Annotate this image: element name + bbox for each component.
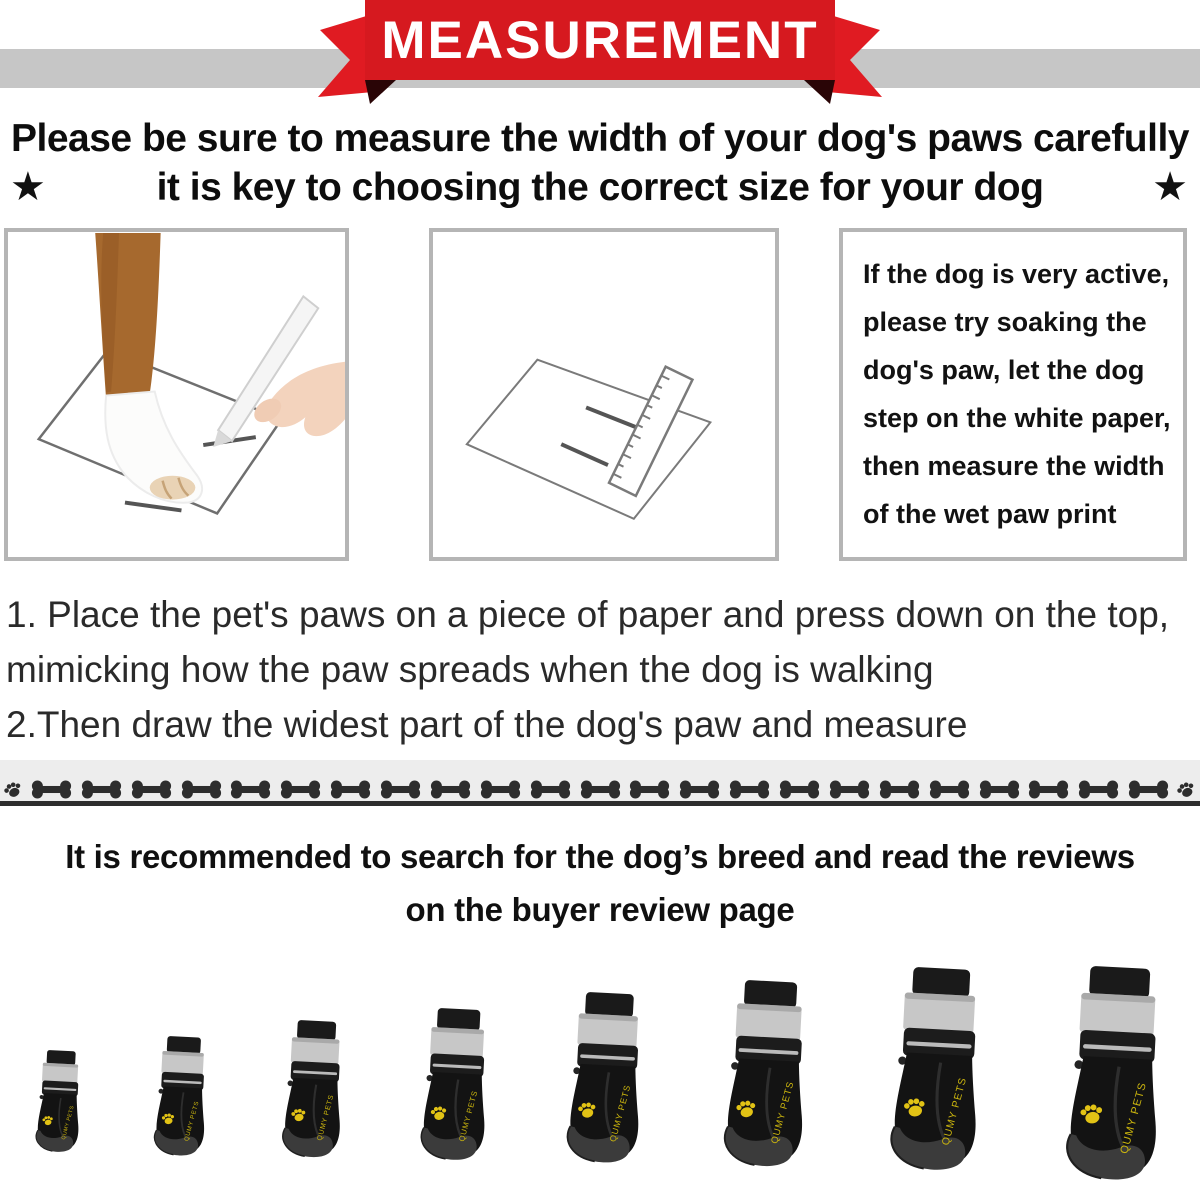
bone-icon (776, 779, 823, 800)
bone-icon (726, 779, 773, 800)
bone-icon (1125, 779, 1172, 800)
step-line-2: 2.Then draw the widest part of the dog's paw and measure (6, 704, 968, 745)
banner-title: MEASUREMENT (381, 11, 819, 70)
note-line: please try soaking the (863, 307, 1147, 337)
steps-section (6, 587, 1200, 752)
bone-icon (277, 779, 324, 800)
note-line: of the wet paw print (863, 499, 1117, 529)
dog-boot (870, 964, 997, 1177)
step-line-1b: mimicking how the paw spreads when the dog is walking (6, 649, 934, 690)
bone-icon (976, 779, 1023, 800)
note-line: then measure the width (863, 451, 1165, 481)
recommendation-line-1: It is recommended to search for the dog’s breed and read the reviews (65, 838, 1135, 875)
note-line: If the dog is very active, (863, 259, 1170, 289)
paw-print-icon (1175, 778, 1198, 800)
bone-divider (0, 760, 1200, 806)
dog-boot (142, 1034, 216, 1159)
paw-print-icon (2, 778, 25, 800)
dog-boot (268, 1018, 353, 1162)
bone-icon (327, 779, 374, 800)
bone-icon (527, 779, 574, 800)
figure-ruler-sketch (429, 228, 779, 561)
dog-boot (25, 1049, 88, 1156)
figures-row (4, 228, 1200, 561)
dog-boot (705, 977, 821, 1172)
bone-icon (876, 779, 923, 800)
banner-section (0, 0, 1200, 112)
active-dog-note-box (839, 228, 1187, 561)
bone-icon (377, 779, 424, 800)
star-icon-left: ★ (10, 165, 46, 209)
note-line: dog's paw, let the dog (863, 355, 1145, 385)
paw-tracing-illustration (8, 232, 345, 557)
headline-line-1: Please be sure to measure the width of your dog's paws carefully (11, 117, 1189, 160)
headline-section (0, 114, 1200, 212)
headline-line-2: it is key to choosing the correct size for your dog (156, 166, 1044, 209)
ruler-illustration (433, 232, 775, 557)
bone-icon (577, 779, 624, 800)
bone-icon (28, 779, 75, 800)
step-line-1: 1. Place the pet's paws on a piece of paper and press down on the top, (6, 594, 1170, 635)
boots-row (0, 936, 1200, 1184)
bone-icon (1025, 779, 1072, 800)
recommendation-line-2: on the buyer review page (405, 891, 795, 928)
bone-icon (826, 779, 873, 800)
bone-icon (128, 779, 175, 800)
bone-icon (78, 779, 125, 800)
bone-icon (676, 779, 723, 800)
bone-icon (427, 779, 474, 800)
bone-icon (1075, 779, 1122, 800)
bone-icon (626, 779, 673, 800)
bone-icon (926, 779, 973, 800)
bone-icon (227, 779, 274, 800)
dog-boot (1044, 963, 1177, 1187)
bone-divider-row (0, 760, 1200, 806)
dog-boot (550, 990, 656, 1169)
bone-icon (178, 779, 225, 800)
bone-icon (477, 779, 524, 800)
star-icon-right: ★ (1152, 165, 1188, 209)
dog-boot (405, 1006, 500, 1165)
note-line: step on the white paper, (863, 403, 1171, 433)
recommendation-section (0, 830, 1200, 936)
figure-paw-tracing (4, 228, 349, 561)
